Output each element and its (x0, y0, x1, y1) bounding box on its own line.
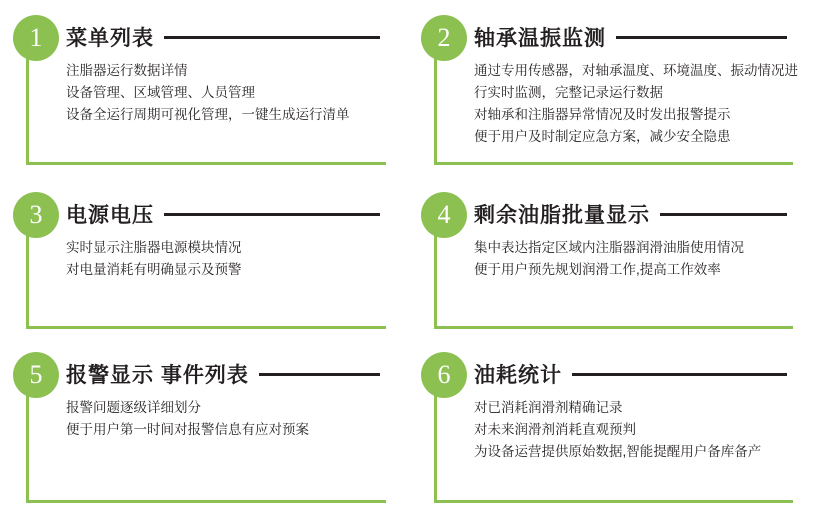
feature-line: 实时显示注脂器电源模块情况 (66, 240, 242, 255)
feature-number-badge: 6 (421, 352, 467, 398)
feature-line: 注脂器运行数据详情 (66, 63, 188, 78)
feature-title: 油耗统计 (474, 364, 562, 387)
feature-number-badge: 2 (421, 15, 467, 61)
feature-title: 剩余油脂批量显示 (474, 204, 650, 227)
feature-line: 便于用户第一时间对报警信息有应对预案 (66, 421, 309, 437)
title-rule (259, 373, 380, 376)
feature-line: 集中表达指定区域内注脂器润滑油脂使用情况 (474, 240, 744, 255)
feature-body (66, 60, 378, 126)
feature-number-badge: 5 (13, 352, 59, 398)
feature-line: 便于用户预先规划润滑工作,提高工作效率 (474, 261, 721, 277)
feature-body (474, 237, 799, 281)
feature-title: 报警显示 事件列表 (66, 364, 249, 387)
feature-line: 对轴承和注脂器异常情况及时发出报警提示 (474, 106, 731, 122)
feature-heading (474, 22, 791, 52)
feature-line: 对电量消耗有明确显示及预警 (66, 261, 242, 277)
feature-body (66, 237, 378, 281)
feature-heading (474, 199, 791, 229)
feature-title: 电源电压 (66, 204, 154, 227)
feature-title: 菜单列表 (66, 27, 154, 50)
feature-card-5 (0, 337, 408, 517)
feature-body (474, 397, 799, 463)
feature-line: 对已消耗润滑剂精确记录 (474, 400, 623, 415)
feature-body (66, 397, 378, 441)
title-rule (572, 373, 787, 376)
feature-line: 设备管理、区域管理、人员管理 (66, 84, 255, 100)
feature-card-3 (0, 177, 408, 337)
feature-number-badge: 1 (13, 15, 59, 61)
feature-line: 通过专用传感器，对轴承温度、环境温度、振动情况进行实时监测，完整记录运行数据 (474, 63, 798, 100)
title-rule (164, 36, 380, 39)
feature-card-2 (408, 0, 815, 177)
feature-heading (474, 359, 791, 389)
feature-line: 为设备运营提供原始数据,智能提醒用户备库备产 (474, 443, 762, 459)
feature-card-6 (408, 337, 815, 517)
feature-line: 对未来润滑剂消耗直观预判 (474, 421, 636, 437)
feature-card-4 (408, 177, 815, 337)
title-rule (660, 213, 787, 216)
title-rule (616, 36, 787, 39)
feature-heading (66, 22, 384, 52)
feature-heading (66, 199, 384, 229)
feature-line: 报警问题逐级详细划分 (66, 400, 201, 415)
feature-line: 便于用户及时制定应急方案，减少安全隐患 (474, 128, 731, 144)
feature-body (474, 60, 799, 147)
feature-card-1 (0, 0, 408, 177)
title-rule (164, 213, 380, 216)
feature-number-badge: 3 (13, 192, 59, 238)
feature-heading (66, 359, 384, 389)
feature-title: 轴承温振监测 (474, 27, 606, 50)
feature-line: 设备全运行周期可视化管理，一键生成运行清单 (66, 106, 350, 122)
feature-number-badge: 4 (421, 192, 467, 238)
